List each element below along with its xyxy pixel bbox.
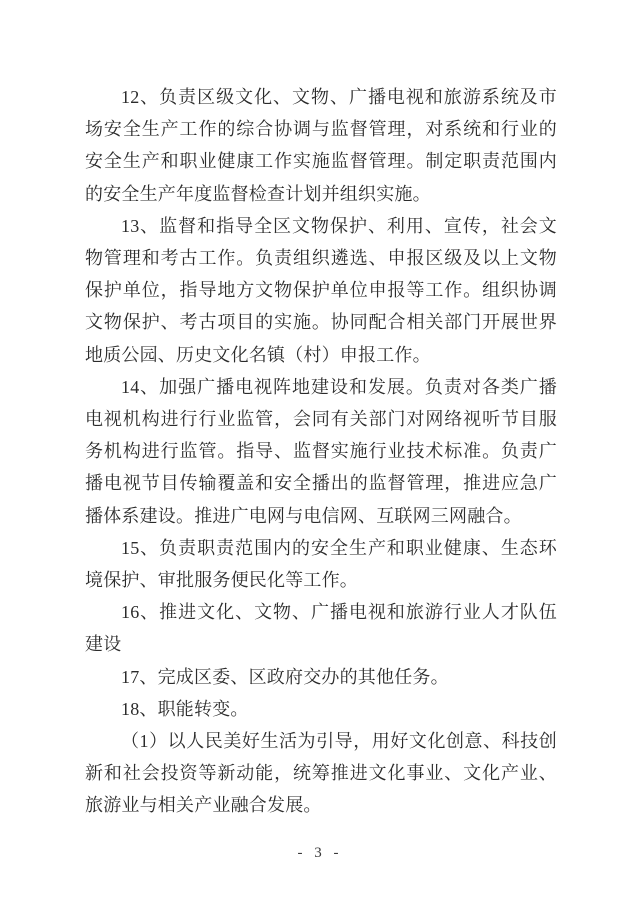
paragraph-item-12: 12、负责区级文化、文物、广播电视和旅游系统及市场安全生产工作的综合协调与监督管理，对系统和行业的安全生产和职业健康工作实施监督管理。制定职责范围内的安全生产年度监督检查计划并组织实施。 (85, 87, 557, 204)
paragraph-item-18: 18、职能转变。 (121, 698, 249, 719)
page-number: - 3 - (297, 845, 343, 861)
paragraph-item-15: 15、负责职责范围内的安全生产和职业健康、生态环境保护、审批服务便民化等工作。 (85, 537, 557, 591)
document-body (85, 81, 557, 822)
paragraph-item-13: 13、监督和指导全区文物保护、利用、宣传，社会文物管理和考古工作。负责组织遴选、申报区级及以上文物保护单位，指导地方文物保护单位申报等工作。组织协调文物保护、考古项目的实施。协同配合相关部门开展世界地质公园、历史文化名镇（村）申报工作。 (85, 215, 557, 365)
paragraph-item-17: 17、完成区委、区政府交办的其他任务。 (121, 666, 449, 687)
paragraph-subitem-1: （1）以人民美好生活为引导，用好文化创意、科技创新和社会投资等新动能，统筹推进文化事业、文化产业、旅游业与相关产业融合发展。 (85, 731, 557, 816)
paragraph-item-14: 14、加强广播电视阵地建设和发展。负责对各类广播电视机构进行行业监管，会同有关部门对网络视听节目服务机构进行监管。指导、监督实施行业技术标准。负责广播电视节目传输覆盖和安全播出的监督管理，推进应急广播体系建设。推进广电网与电信网、互联网三网融合。 (85, 376, 557, 526)
paragraph-item-16: 16、推进文化、文物、广播电视和旅游行业人才队伍建设 (85, 602, 557, 655)
